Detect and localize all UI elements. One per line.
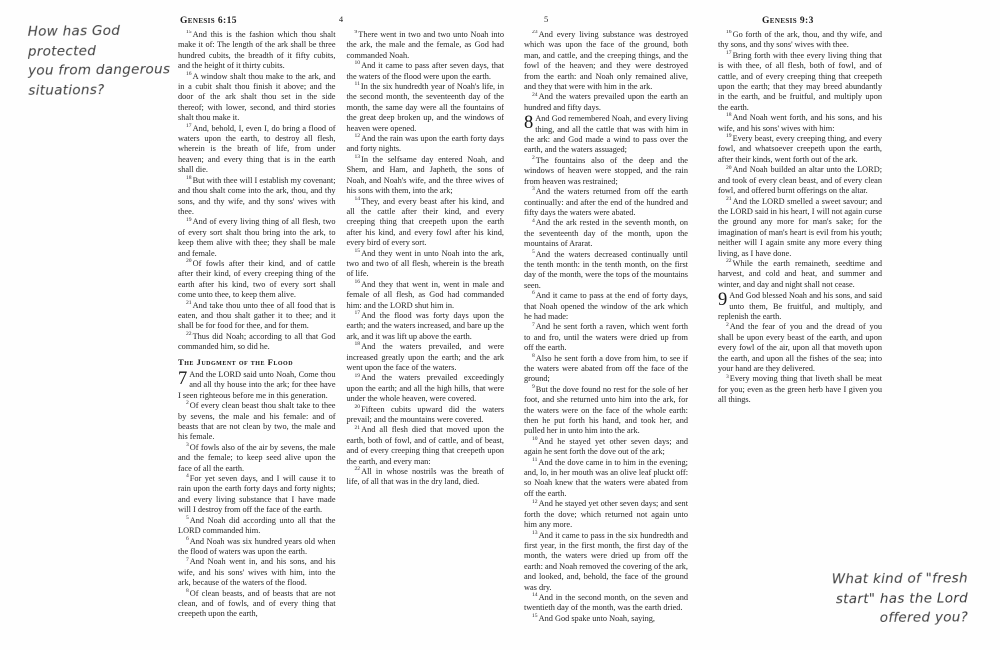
verse: $^7$And Noah went in, and his sons, and his wife, and his sons' wives with him, into the ark, because of the waters of the flood. [178, 556, 336, 588]
verse: $^{24}$And the waters prevailed upon the earth an hundred and fifty days. [524, 91, 688, 112]
verse: $^{18}$But with thee will I establish my covenant; and thou shalt come into the ark, thou, and thy sons, and thy wife, and thy sons' wives with thee. [178, 174, 336, 216]
verse-number: 20 [186, 258, 192, 265]
verse-number: 16 [354, 278, 361, 285]
verse: $^{10}$And it came to pass after seven days, that the waters of the flood were upon the earth. [346, 60, 504, 81]
verse: $^{17}$Bring forth with thee every living thing that is with thee, of all flesh, both of fowl, and of cattle, and of every creeping thing that creepeth upon the earth; that they may breed abundantly in the earth, and be fruitful, and multiply upon the earth. [718, 50, 882, 112]
verse: $^5$And the waters decreased continually until the tenth month: in the tenth month, on the first day of the month, were the tops of the mountains seen. [524, 248, 688, 290]
right-page-text-columns [524, 30, 882, 636]
verse-number: 17 [726, 50, 732, 57]
verse: $^3$And the waters returned from off the earth continually: and after the end of the hundred and fifty days the waters were abated. [524, 186, 688, 217]
verse-number: 22 [726, 258, 732, 265]
verse: $^2$Of every clean beast thou shalt take to thee by sevens, the male and his female: and of beasts that are not clean by two, the male and his female. [178, 400, 336, 442]
verse: $^{11}$In the six hundredth year of Noah's life, in the second month, the seventeenth day of the month, the same day were all the fountains of the great deep broken up, and the windows of heaven were opened. [346, 81, 504, 133]
verse-number: 5 [532, 248, 535, 255]
verse-number: 5 [186, 514, 189, 521]
verse-number: 2 [186, 400, 189, 407]
verse-number: 15 [354, 247, 361, 254]
verse-number: 16 [186, 70, 192, 77]
verse-number: 23 [532, 30, 538, 36]
verse: $^{13}$In the selfsame day entered Noah, and Shem, and Ham, and Japheth, the sons of Noah, and Noah's wife, and the three wives of his sons with them, into the ark; [346, 154, 504, 196]
verse: $^{13}$And it came to pass in the six hundredth and first year, in the first month, the first day of the month, the waters were dried up from off the earth: and Noah removed the covering of the ark, and looked, and, behold, the face of the ground was dry. [524, 529, 688, 592]
verse: $^{12}$And he stayed yet other seven days; and sent forth the dove; which returned not again unto him any more. [524, 498, 688, 530]
verse: $^{22}$While the earth remaineth, seedtime and harvest, and cold and heat, and summer and winter, and day and night shall not cease. [718, 258, 882, 289]
chapter-number: 8 [524, 113, 534, 134]
left-page-text-columns [178, 30, 504, 636]
verse: $^6$And it came to pass at the end of forty days, that Noah opened the window of the ark which he had made: [524, 290, 688, 321]
verse-number: 22 [354, 466, 361, 473]
verse-number: 11 [354, 81, 360, 88]
verse: $^6$And Noah was six hundred years old when the flood of waters was upon the earth. [178, 535, 336, 556]
handwritten-note-top-left [28, 21, 189, 101]
section-heading: The Judgment of the Flood [178, 356, 294, 367]
verse-number: 3 [532, 186, 535, 193]
chapter-start-verse: 9 And God blessed Noah and his sons, and said unto them, Be fruitful, and multiply, and replenish the earth. [718, 290, 882, 321]
verse-number: 18 [354, 341, 361, 348]
verse-number: 8 [532, 352, 535, 359]
verse-number: 9 [532, 384, 535, 391]
verse: $^{18}$And the waters prevailed, and were increased greatly upon the earth; and the ark went upon the face of the waters. [346, 341, 504, 372]
note-line: How has God protected [27, 22, 121, 60]
verse-number: 19 [354, 372, 361, 379]
verse: $^8$Also he sent forth a dove from him, to see if the waters were abated from off the face of the ground; [524, 352, 688, 384]
verse: $^{15}$And this is the fashion which thou shalt make it of: The length of the ark shall be three hundred cubits, the breadth of it fifty cubits, and the height of it thirty cubits. [178, 30, 336, 71]
verse: $^{16}$A window shalt thou make to the ark, and in a cubit shalt thou finish it above; and the door of the ark shalt thou set in the side thereof; with lower, second, and third stories shalt thou make it. [178, 70, 336, 123]
verse-number: 18 [726, 112, 732, 119]
verse: $^{20}$Of fowls after their kind, and of cattle after their kind, of every creeping thing of the earth after his kind, two of every sort shall come unto thee, to keep them alive. [178, 258, 336, 300]
verse-number: 13 [354, 154, 361, 161]
left-page [178, 14, 504, 642]
verse-number: 2 [532, 155, 535, 162]
verse-number: 12 [532, 498, 538, 505]
verse: $^2$The fountains also of the deep and the windows of heaven were stopped, and the rain from heaven was restrained; [524, 155, 688, 186]
verse: $^{23}$And every living substance was destroyed which was upon the face of the ground, both man, and cattle, and the creeping things, and the fowl of the heaven; and they were destroyed from the earth: and Noah only remained alive, and they that were with him in the ark. [524, 30, 688, 92]
verse-number: 19 [186, 216, 192, 223]
verse: $^{11}$And the dove came in to him in the evening; and, lo, in her mouth was an olive leaf pluckt off: so Noah knew that the waters were abated from off the earth. [524, 456, 688, 498]
verse-number: 14 [354, 195, 361, 202]
verse: $^{17}$And the flood was forty days upon the earth; and the waters increased, and bare up the ark, and it was lift up above the earth. [346, 310, 504, 341]
page-number-right: 5 [544, 14, 549, 24]
verse: $^{22}$Thus did Noah; according to all that God commanded him, so did he. [178, 331, 336, 352]
verse-number: 3 [186, 442, 189, 449]
verse: $^{19}$And the waters prevailed exceedingly upon the earth; and all the high hills, that were under the whole heaven, were covered. [346, 372, 504, 404]
chapter-start-verse: 8 And God remembered Noah, and every living thing, and all the cattle that was with him in the ark: and God made a wind to pass over the earth, and the waters assuaged; [524, 113, 688, 155]
verse: $^9$But the dove found no rest for the sole of her foot, and she returned unto him into the ark, for the waters were on the face of the whole earth: then he put forth his hand, and took her, and pulled her in unto him into the ark. [524, 384, 688, 436]
note-line: you from dangerous [28, 61, 171, 79]
verse: $^{14}$They, and every beast after his kind, and all the cattle after their kind, and every creeping thing that creepeth upon the earth after his kind, and every fowl after his kind, every bird of every sort. [346, 195, 504, 248]
verse: $^{10}$And he stayed yet other seven days; and again he sent forth the dove out of the ark; [524, 436, 688, 457]
verse: $^2$And the fear of you and the dread of you shall be upon every beast of the earth, and upon every fowl of the air, upon all that moveth upon the earth, and upon all the fishes of the sea; into your hand are they delivered. [718, 321, 882, 373]
verse-number: 11 [532, 456, 538, 463]
verse: $^{19}$And of every living thing of all flesh, two of every sort shalt thou bring into the ark, to keep them alive with thee; they shall be male and female. [178, 216, 336, 258]
verse: $^{21}$And the LORD smelled a sweet savour; and the LORD said in his heart, I will not again curse the ground any more for man's sake; for the imagination of man's heart is evil from his youth; neither will I again smite any more every thing living, as I have done. [718, 195, 882, 258]
note-line: start" has the Lord [835, 589, 969, 607]
verse-number: 13 [532, 529, 538, 536]
verse: $^9$There went in two and two unto Noah into the ark, the male and the female, as God had commanded Noah. [346, 30, 504, 60]
verse-number: 20 [726, 164, 732, 171]
verse: $^{20}$Fifteen cubits upward did the waters prevail; and the mountains were covered. [346, 403, 504, 425]
verse-number: 21 [726, 195, 732, 202]
running-head-left: Genesis 6:15 [180, 16, 237, 26]
verse-number: 10 [354, 60, 361, 67]
running-head-right: Genesis 9:3 [762, 16, 814, 26]
verse-number: 7 [532, 321, 535, 328]
verse-number: 15 [186, 30, 192, 36]
verse: $^{15}$And God spake unto Noah, saying, [532, 612, 655, 623]
chapter-start-verse: 7 And the LORD said unto Noah, Come thou and all thy house into the ark; for thee have I seen righteous before me in this generation. [178, 369, 336, 400]
verse: $^5$And Noah did according unto all that the LORD commanded him. [178, 514, 336, 536]
verse: $^{22}$All in whose nostrils was the breath of life, of all that was in the dry land, died. [346, 466, 504, 487]
verse: $^4$And the ark rested in the seventh month, on the seventeenth day of the month, upon the mountains of Ararat. [524, 217, 688, 249]
verse: $^{21}$And take thou unto thee of all food that is eaten, and thou shalt gather it to thee; and it shall be for food for thee, and for them. [178, 299, 336, 331]
chapter-number: 7 [178, 369, 188, 389]
right-page-header [524, 14, 882, 30]
verse: $^4$For yet seven days, and I will cause it to rain upon the earth forty days and forty nights; and every living substance that I have made will I destroy from off the face of the earth. [178, 473, 336, 515]
verse-number: 4 [532, 217, 535, 224]
verse-number: 18 [186, 174, 192, 181]
verse: $^{17}$And, behold, I, even I, do bring a flood of waters upon the earth, to destroy all flesh, wherein is the breath of life, from under heaven; and every thing that is in the earth shall die. [178, 122, 336, 175]
note-line: offered you? [879, 609, 969, 626]
left-page-header [178, 14, 504, 30]
chapter-number: 9 [718, 290, 728, 311]
verse-number: 4 [186, 473, 189, 480]
verse-number: 9 [354, 30, 358, 36]
page-number-left: 4 [338, 14, 344, 24]
verse-number: 19 [726, 133, 732, 140]
verse-number: 6 [186, 535, 189, 542]
right-page [524, 14, 882, 642]
verse-number: 20 [354, 403, 361, 410]
verse-number: 21 [186, 299, 192, 306]
verse: $^{21}$And all flesh died that moved upon the earth, both of fowl, and of cattle, and of beast, and of every creeping thing that creepeth upon the earth, and every man: [346, 424, 504, 466]
verse-number: 15 [532, 612, 538, 619]
verse-number: 8 [186, 587, 189, 594]
note-line: situations? [28, 81, 105, 99]
verse-number: 17 [186, 122, 192, 129]
verse-number: 3 [726, 373, 729, 380]
verse-number: 16 [726, 30, 732, 36]
verse: $^8$Of clean beasts, and of beasts that are not clean, and of fowls, and of every thing that creepeth upon the earth, [178, 587, 336, 619]
verse: $^{12}$And the rain was upon the earth forty days and forty nights. [346, 133, 504, 154]
verse: $^3$Of fowls also of the air by sevens, the male and the female; to keep seed alive upon the face of all the earth. [178, 442, 336, 473]
verse-number: 2 [726, 321, 729, 328]
verse-number: 24 [532, 91, 538, 98]
verse-number: 10 [532, 436, 538, 443]
verse-number: 12 [354, 133, 361, 140]
verse-number: 14 [532, 592, 538, 599]
verse: $^7$And he sent forth a raven, which went forth to and fro, until the waters were dried up from off the earth. [524, 321, 688, 353]
verse: $^{18}$And Noah went forth, and his sons, and his wife, and his sons' wives with him: [718, 112, 882, 133]
verse: $^{15}$And they went in unto Noah into the ark, two and two of all flesh, wherein is the breath of life. [346, 247, 504, 279]
verse-number: 22 [186, 331, 192, 338]
verse: $^{19}$Every beast, every creeping thing, and every fowl, and whatsoever creepeth upon the earth, after their kinds, went forth out of the ark. [718, 133, 882, 164]
verse: $^{20}$And Noah builded an altar unto the LORD; and took of every clean beast, and of every clean fowl, and offered burnt offerings on the altar. [718, 164, 882, 196]
verse: $^3$Every moving thing that liveth shall be meat for you; even as the green herb have I given you all things. [718, 373, 882, 405]
verse-number: 6 [532, 290, 535, 297]
verse-number: 17 [354, 310, 361, 317]
verse-number: 7 [186, 556, 189, 563]
verse: $^{14}$And in the second month, on the seven and twentieth day of the month, was the earth dried. [524, 592, 688, 613]
note-line: What kind of "fresh [831, 570, 968, 588]
verse: $^{16}$Go forth of the ark, thou, and thy wife, and thy sons, and thy sons' wives with thee. [718, 30, 882, 50]
verse-number: 21 [354, 424, 361, 431]
verse: $^{16}$And they that went in, went in male and female of all flesh, as God had commanded him: and the LORD shut him in. [346, 278, 504, 310]
